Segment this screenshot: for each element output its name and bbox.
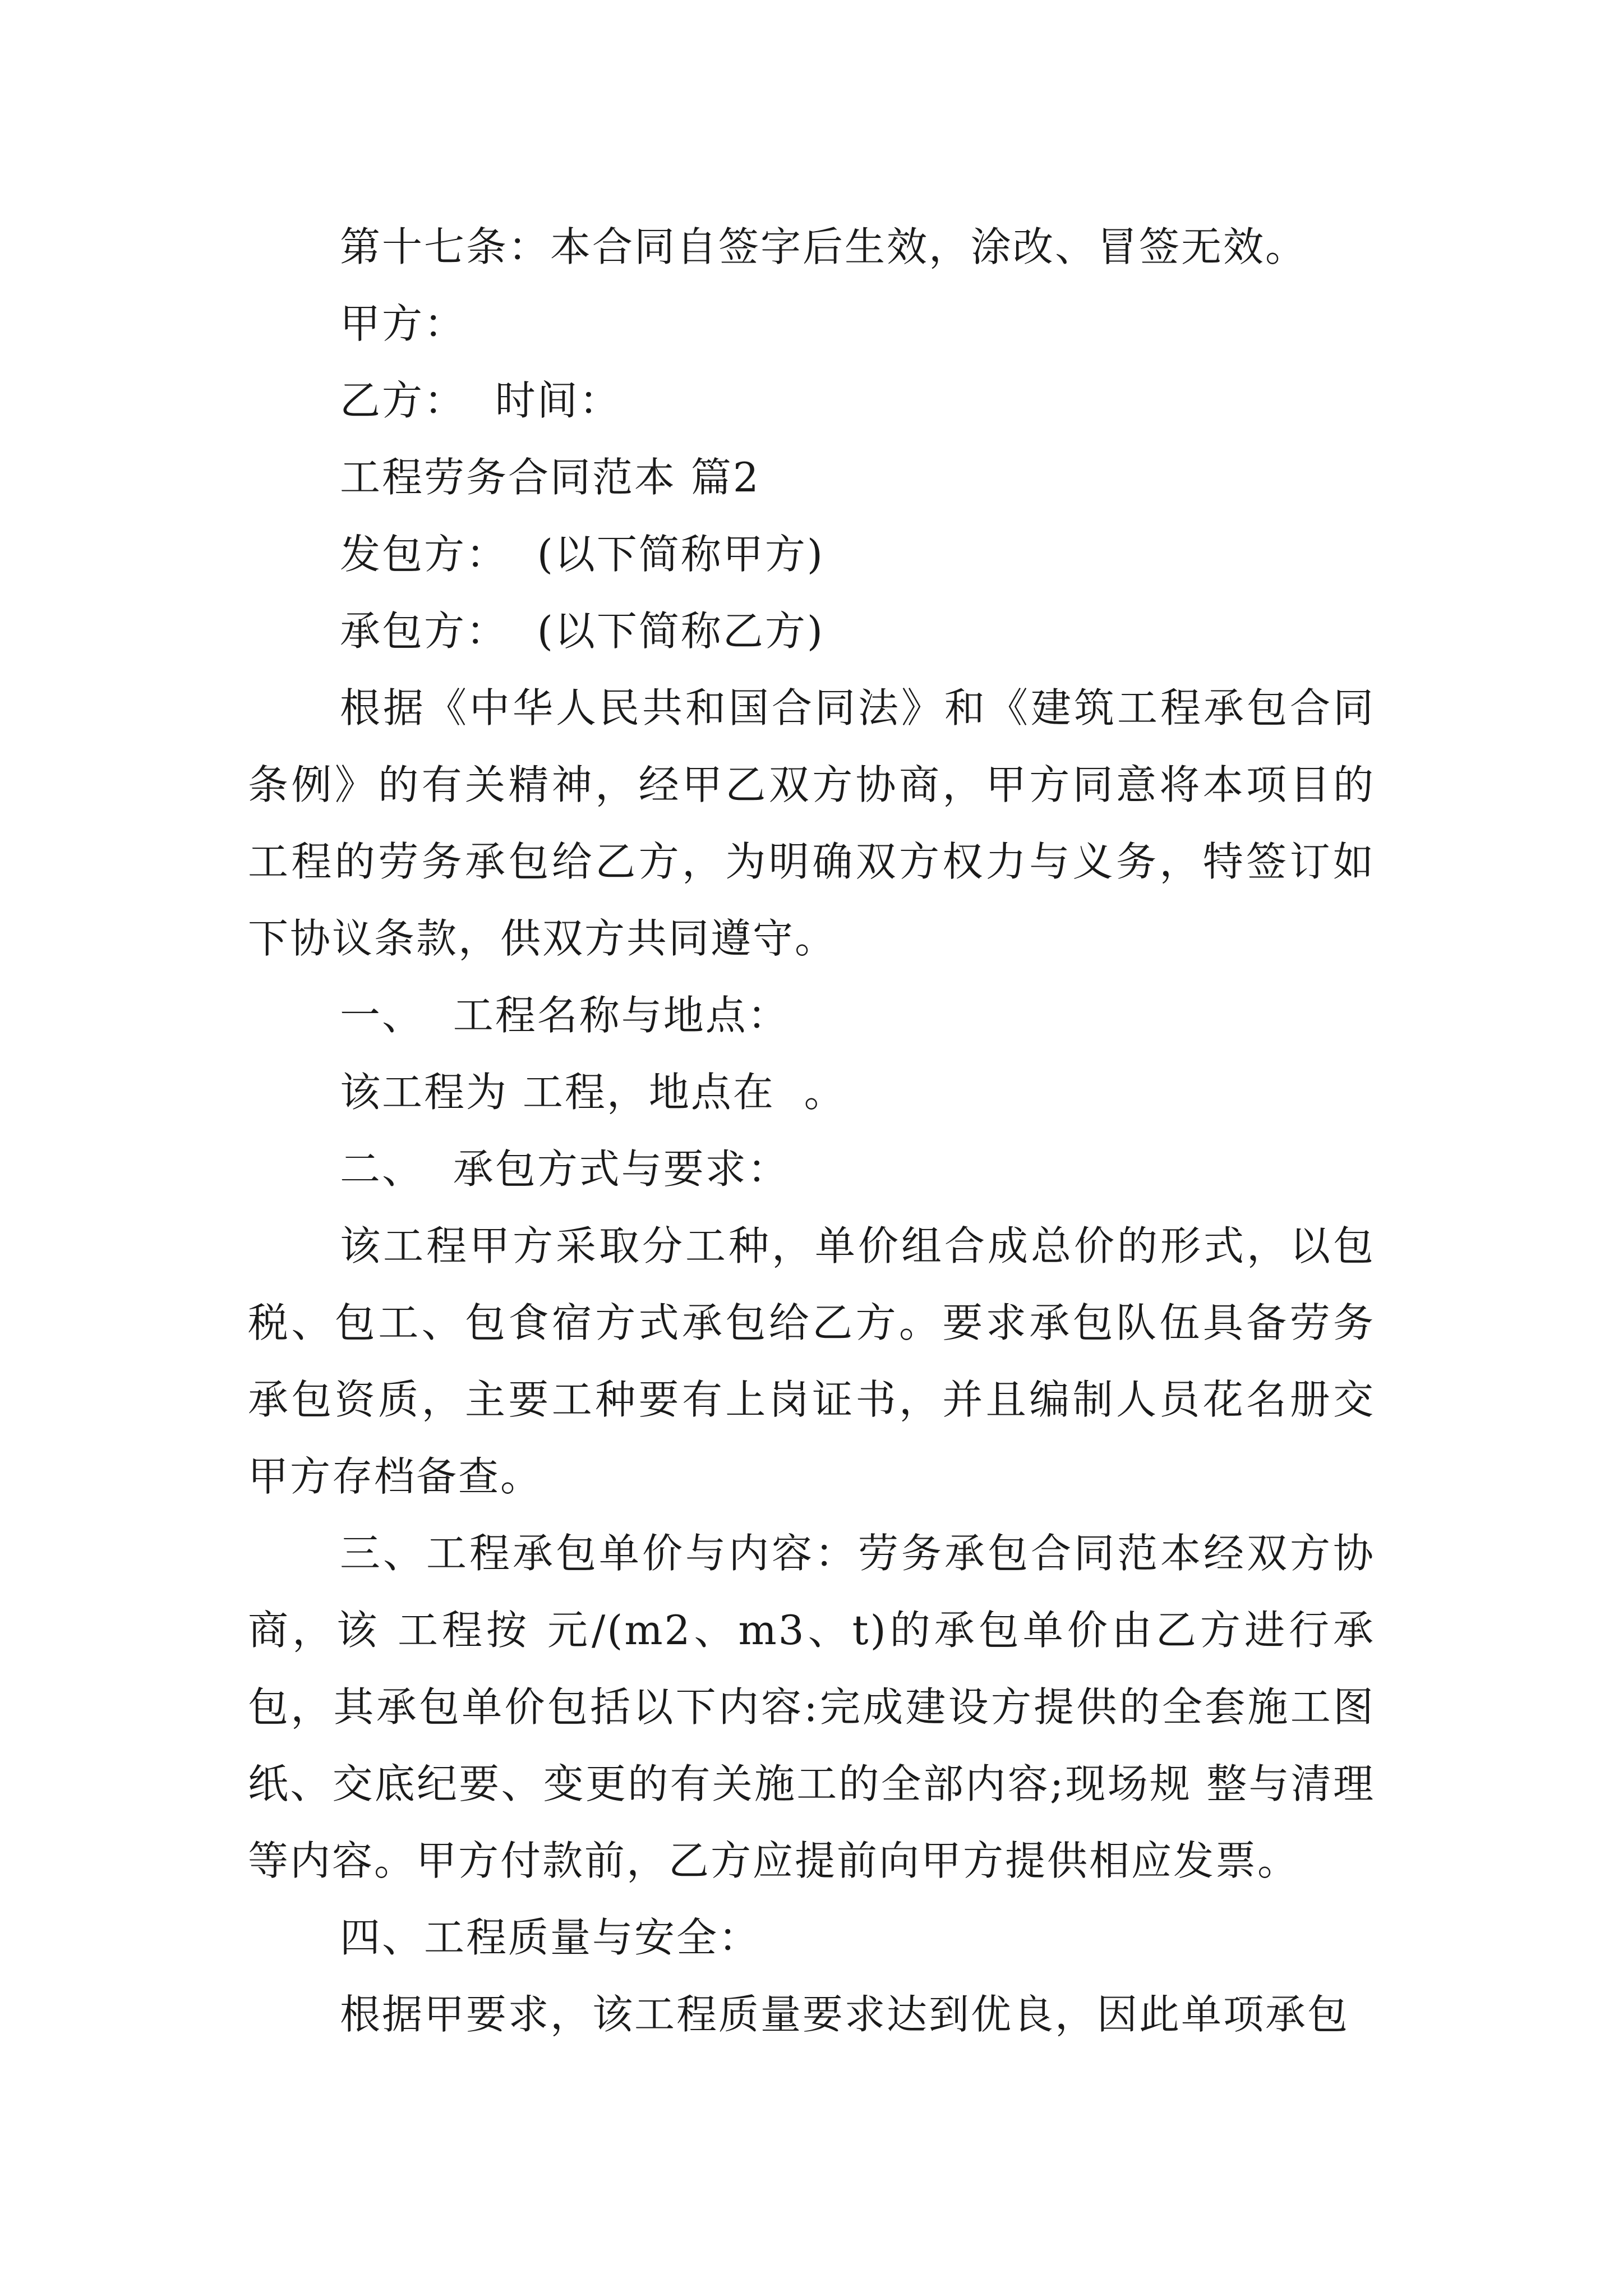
document-body — [248, 209, 1375, 2053]
paragraph-quality-requirement: 根据甲要求，该工程质量要求达到优良，因此单项承包 — [340, 1991, 1350, 2038]
paragraph-contract-method: 该工程甲方采取分工种，单价组合成总价的形式，以包税、包工、包食宿方式承包给乙方。要求承包队伍具备劳务承包资质，主要工种要有上岗证书，并且编制人员花名册交甲方存档备查。 — [248, 1222, 1375, 1500]
paragraph-party-b-time: 乙方： 时间： — [340, 377, 621, 424]
heading-quality-safety: 四、工程质量与安全： — [340, 1914, 761, 1961]
paragraph-project-location: 该工程为 工程，地点在 。 — [340, 1069, 846, 1116]
heading-contract-method: 二、 承包方式与要求： — [340, 1145, 790, 1193]
paragraph-preamble: 根据《中华人民共和国合同法》和《建筑工程承包合同条例》的有关精神，经甲乙双方协商，甲方同意将本项目的工程的劳务承包给乙方，为明确双方权力与义务，特签订如下协议条款，供双方共同遵守。 — [248, 684, 1375, 962]
paragraph-party-a: 甲方： — [340, 300, 467, 347]
section-title-contract-2: 工程劳务合同范本 篇2 — [340, 454, 760, 501]
heading-project-name-location: 一、 工程名称与地点： — [340, 992, 790, 1039]
paragraph-unit-price-content: 三、工程承包单价与内容：劳务承包合同范本经双方协商，该 工程按 元/(m2、m3、t)的承包单价由乙方进行承包，其承包单价包括以下内容:完成建设方提供的全套施工图纸、交底纪要、变更的有关施工的全部内容;现场规 整与清理等内容。甲方付款前，乙方应提前向甲方提供相应发票。 — [248, 1530, 1375, 1884]
paragraph-contractor-receiver: 承包方： (以下简称乙方) — [340, 608, 824, 655]
paragraph-contractor-issuer: 发包方： (以下简称甲方) — [340, 531, 824, 578]
paragraph-article-17: 第十七条：本合同自签字后生效，涂改、冒签无效。 — [340, 223, 1308, 270]
